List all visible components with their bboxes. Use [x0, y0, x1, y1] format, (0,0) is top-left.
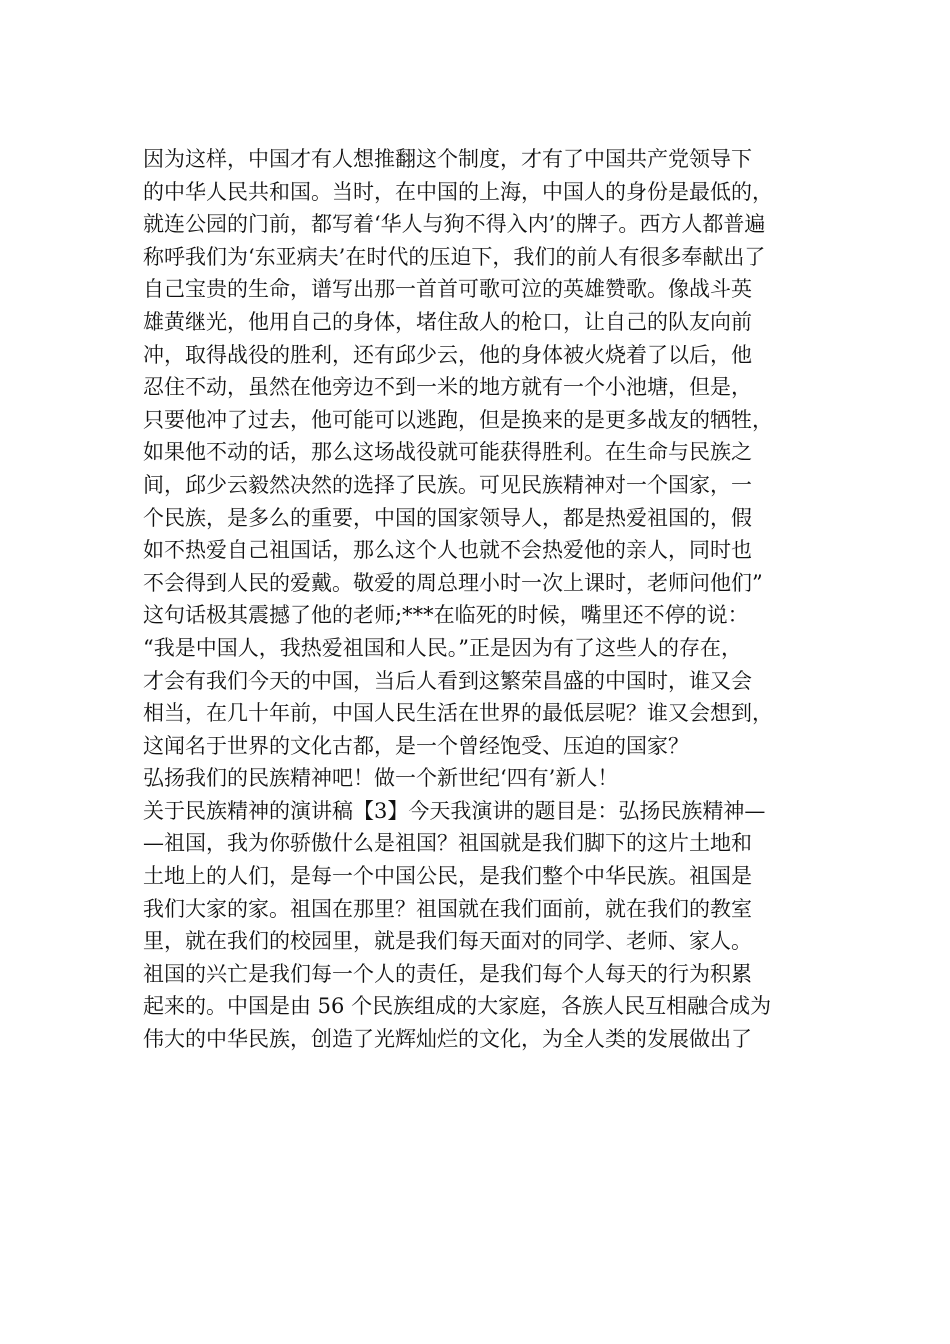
text-line: 这闻名于世界的文化古都，是一个曾经饱受、压迫的国家？	[143, 733, 689, 758]
text-line: 伟大的中华民族，创造了光辉灿烂的文化，为全人类的发展做出了	[143, 1027, 752, 1052]
text-line: 就连公园的门前，都写着‘华人与狗不得入内’的牌子。西方人都普遍	[143, 212, 766, 237]
text-line: 雄黄继光，他用自己的身体，堵住敌人的枪口，让自己的队友向前	[143, 309, 752, 334]
text-line: 祖国的兴亡是我们每一个人的责任，是我们每个人每天的行为积累	[143, 961, 752, 986]
text-line: 相当，在几十年前，中国人民生活在世界的最低层呢？谁又会想到，	[143, 701, 773, 726]
text-line: 的中华人民共和国。当时，在中国的上海，中国人的身份是最低的，	[143, 179, 773, 204]
text-line: 冲，取得战役的胜利，还有邱少云，他的身体被火烧着了以后，他	[143, 342, 752, 367]
text-line: “我是中国人，我热爱祖国和人民。”正是因为有了这些人的存在，	[143, 635, 742, 660]
text-line: 才会有我们今天的中国，当后人看到这繁荣昌盛的中国时，谁又会	[143, 668, 752, 693]
text-line: 因为这样，中国才有人想推翻这个制度，才有了中国共产党领导下	[143, 147, 752, 171]
text-line: —祖国，我为你骄傲什么是祖国？祖国就是我们脚下的这片土地和	[143, 831, 752, 856]
text-line: 里，就在我们的校园里，就是我们每天面对的同学、老师、家人。	[143, 929, 752, 954]
text-line: 间，邱少云毅然决然的选择了民族。可见民族精神对一个国家，一	[143, 472, 752, 497]
text-line: 这句话极其震撼了他的老师;***在临死的时候，嘴里还不停的说：	[143, 603, 749, 628]
text-line: 土地上的人们，是每一个中国公民，是我们整个中华民族。祖国是	[143, 864, 752, 889]
text-line: 关于民族精神的演讲稿【3】今天我演讲的题目是：弘扬民族精神—	[143, 798, 766, 823]
text-line: 如果他不动的话，那么这场战役就可能获得胜利。在生命与民族之	[143, 440, 752, 465]
text-line: 只要他冲了过去，他可能可以逃跑，但是换来的是更多战友的牺牲，	[143, 407, 773, 432]
text-line: 我们大家的家。祖国在那里？祖国就在我们面前，就在我们的教室	[143, 896, 752, 921]
text-line: 忍住不动，虽然在他旁边不到一米的地方就有一个小池塘，但是，	[143, 375, 752, 400]
text-line: 称呼我们为‘东亚病夫’在时代的压迫下，我们的前人有很多奉献出了	[143, 244, 766, 269]
text-line: 自己宝贵的生命，谱写出那一首首可歌可泣的英雄赞歌。像战斗英	[143, 277, 752, 302]
text-line: 弘扬我们的民族精神吧！做一个新世纪‘四有’新人！	[143, 766, 619, 791]
body-text	[143, 143, 823, 1056]
text-line: 起来的。中国是由 56 个民族组成的大家庭，各族人民互相融合成为	[143, 994, 772, 1019]
text-line: 个民族，是多么的重要，中国的国家领导人，都是热爱祖国的，假	[143, 505, 752, 530]
text-line: 如不热爱自己祖国话，那么这个人也就不会热爱他的亲人，同时也	[143, 538, 752, 563]
text-line: 不会得到人民的爱戴。敬爱的周总理小时一次上课时，老师问他们”	[143, 570, 763, 595]
